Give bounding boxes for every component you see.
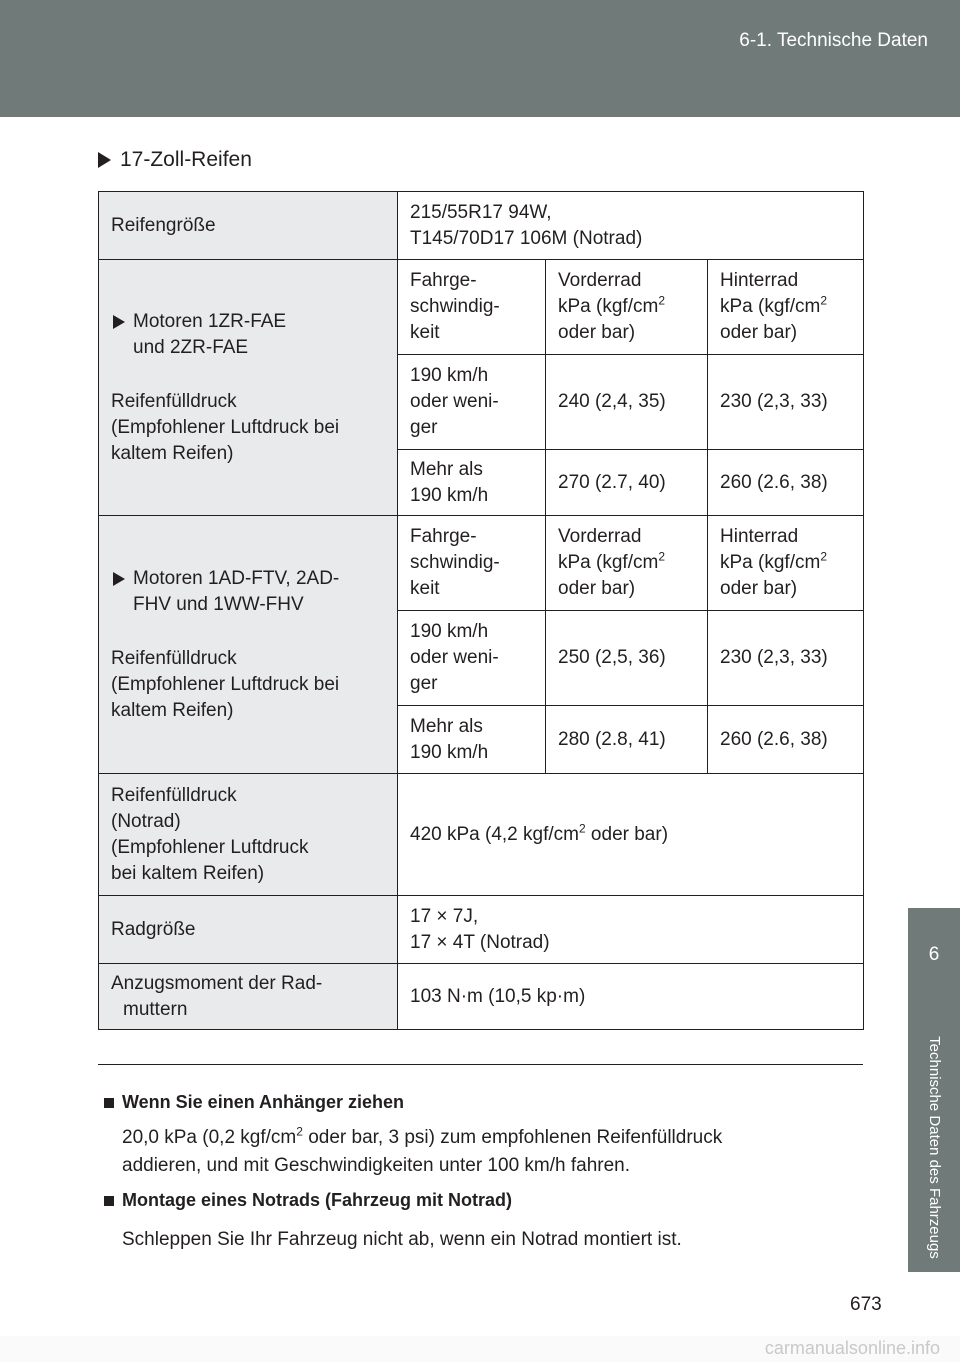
watermark: carmanualsonline.info — [0, 1336, 960, 1362]
torque-value: 103 N·m (10,5 kp·m) — [398, 964, 864, 1030]
speed-cell: Mehr als 190 km/h — [398, 450, 546, 516]
note-line: 20,0 kPa (0,2 kgf/$cm^2$ oder bar, 3 psi) zum empfohlenen Reifenfülldruck — [122, 1124, 723, 1148]
table-row — [99, 260, 864, 355]
front-pressure-cell: 240 (2,4, 35) — [546, 355, 708, 450]
rear-pressure-cell: 230 (2,3, 33) — [708, 611, 864, 706]
front-wheel-header: Vorderrad kPa ($kgf/cm^2$ oder bar) — [546, 516, 708, 611]
speed-cell: Mehr als 190 km/h — [398, 706, 546, 774]
divider — [98, 1064, 863, 1065]
note-body — [122, 1124, 854, 1180]
torque-label: Anzugsmoment der Rad- muttern — [99, 964, 398, 1030]
note-line: addieren, und mit Geschwindigkeiten unter 100 km/h fahren. — [122, 1155, 631, 1176]
table-row — [99, 964, 864, 1030]
speed-header: Fahrge- schwindig- keit — [398, 516, 546, 611]
page-number: 673 — [850, 1294, 882, 1315]
engine-group-1-label: Motoren 1ZR-FAE und 2ZR-FAE Reifenfülldruck (Empfohlener Luftdruck bei kaltem Reifen) — [99, 260, 398, 516]
wheel-size-value: 17 × 7J, 17 × 4T (Notrad) — [398, 896, 864, 964]
chapter-label — [908, 1016, 960, 1278]
engine-group-2-label: Motoren 1AD-FTV, 2AD- FHV und 1WW-FHV Reifenfülldruck (Empfohlener Luftdruck bei kaltem Reifen) — [99, 516, 398, 774]
speed-cell: 190 km/h oder weni- ger — [398, 355, 546, 450]
square-bullet-icon — [104, 1098, 114, 1108]
table-row — [99, 516, 864, 611]
tire-size-value: 215/55R17 94W, T145/70D17 106M (Notrad) — [398, 192, 864, 260]
table-row — [99, 774, 864, 896]
note-heading: Wenn Sie einen Anhänger ziehen — [104, 1092, 404, 1113]
spare-pressure-label: Reifenfülldruck (Notrad) (Empfohlener Luftdruck bei kaltem Reifen) — [99, 774, 398, 896]
speed-header: Fahrge- schwindig- keit — [398, 260, 546, 355]
speed-cell: 190 km/h oder weni- ger — [398, 611, 546, 706]
front-pressure-cell: 280 (2.8, 41) — [546, 706, 708, 774]
square-bullet-icon — [104, 1196, 114, 1206]
rear-wheel-header: Hinterrad kPa ($kgf/cm^2$ oder bar) — [708, 260, 864, 355]
wheel-size-label: Radgröße — [99, 896, 398, 964]
section-title-text: 17-Zoll-Reifen — [120, 148, 252, 171]
table-row — [99, 896, 864, 964]
rear-wheel-header: Hinterrad kPa ($kgf/cm^2$ oder bar) — [708, 516, 864, 611]
triangle-bullet-icon — [98, 152, 111, 168]
spare-pressure-value: 420 kPa (4,2 kgf/$cm^2$ oder bar) — [398, 774, 864, 896]
chapter-label-text: Technische Daten des Fahrzeugs — [925, 1035, 943, 1259]
triangle-bullet-icon — [113, 572, 125, 586]
chapter-number: 6 — [928, 944, 940, 965]
rear-pressure-cell: 260 (2.6, 38) — [708, 450, 864, 516]
tire-size-label: Reifengröße — [99, 192, 398, 260]
section-title — [98, 148, 252, 172]
front-pressure-cell: 250 (2,5, 36) — [546, 611, 708, 706]
rear-pressure-cell: 230 (2,3, 33) — [708, 355, 864, 450]
section-header: 6-1. Technische Daten — [739, 30, 928, 51]
header-bar — [0, 0, 960, 117]
table-row — [99, 192, 864, 260]
rear-pressure-cell: 260 (2.6, 38) — [708, 706, 864, 774]
front-pressure-cell: 270 (2.7, 40) — [546, 450, 708, 516]
note-body: Schleppen Sie Ihr Fahrzeug nicht ab, wenn ein Notrad montiert ist. — [122, 1229, 682, 1250]
tire-spec-table — [98, 191, 864, 1030]
note-heading: Montage eines Notrads (Fahrzeug mit Notrad) — [104, 1190, 512, 1211]
front-wheel-header: Vorderrad kPa ($kgf/cm^2$ oder bar) — [546, 260, 708, 355]
triangle-bullet-icon — [113, 315, 125, 329]
